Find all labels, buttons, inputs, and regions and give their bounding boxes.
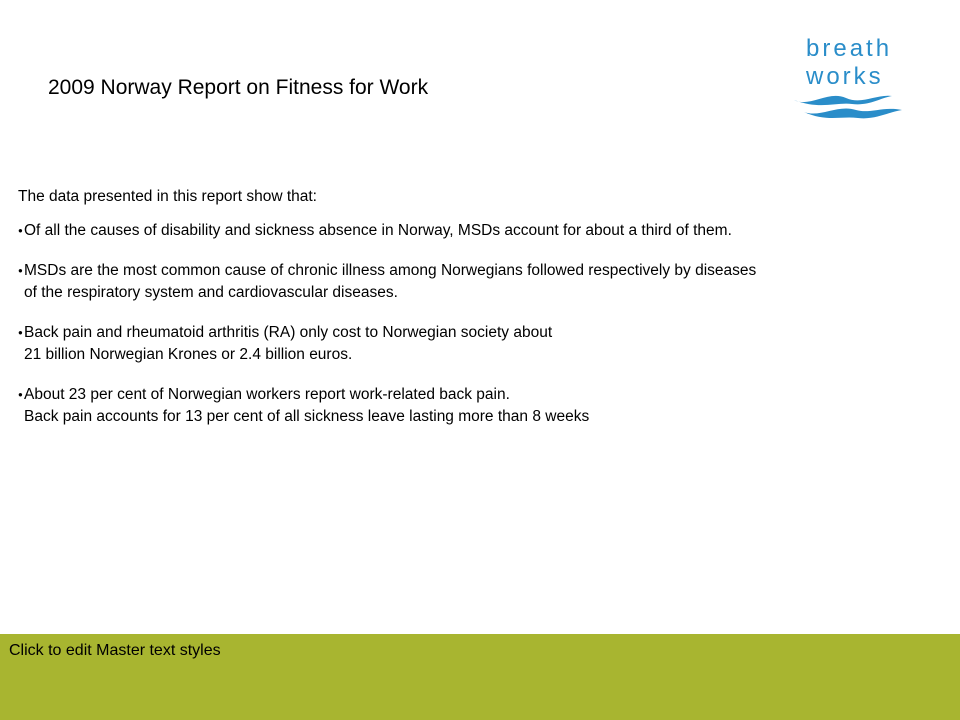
bullet-item — [18, 384, 938, 428]
bullet-text — [24, 384, 589, 428]
wave-bottom — [804, 108, 902, 118]
bullet-text — [24, 260, 756, 304]
breathworks-logo — [790, 30, 910, 120]
bullet-line: Of all the causes of disability and sickness absence in Norway, MSDs account for about a third of them. — [24, 222, 732, 239]
bullet-line: Back pain accounts for 13 per cent of all sickness leave lasting more than 8 weeks — [24, 408, 590, 425]
bullet-icon: ● — [18, 226, 23, 235]
bullet-line: of the respiratory system and cardiovascular diseases. — [24, 284, 398, 301]
bullet-icon: ● — [18, 328, 23, 337]
bullet-text — [24, 322, 552, 366]
bullet-line: MSDs are the most common cause of chronic illness among Norwegians followed respectively by diseases — [24, 262, 757, 279]
logo-text-line2: works — [806, 63, 884, 90]
bullet-line: About 23 per cent of Norwegian workers report work-related back pain. — [24, 386, 510, 403]
intro-text: The data presented in this report show that: — [18, 188, 317, 205]
logo-text-line1: breath — [806, 35, 893, 62]
bullet-item — [18, 322, 938, 366]
footer-placeholder-text[interactable]: Click to edit Master text styles — [9, 642, 221, 659]
bullet-icon: ● — [18, 266, 23, 275]
wave-top — [794, 96, 892, 105]
bullet-icon: ● — [18, 390, 23, 399]
bullet-item — [18, 220, 938, 242]
bullet-line: 21 billion Norwegian Krones or 2.4 billion euros. — [24, 346, 353, 363]
bullet-item — [18, 260, 938, 304]
bullet-text — [24, 220, 732, 242]
slide-title: 2009 Norway Report on Fitness for Work — [48, 76, 429, 99]
report-findings — [18, 186, 938, 446]
bullet-line: Back pain and rheumatoid arthritis (RA) only cost to Norwegian society about — [24, 324, 553, 341]
waves-icon — [790, 88, 906, 122]
